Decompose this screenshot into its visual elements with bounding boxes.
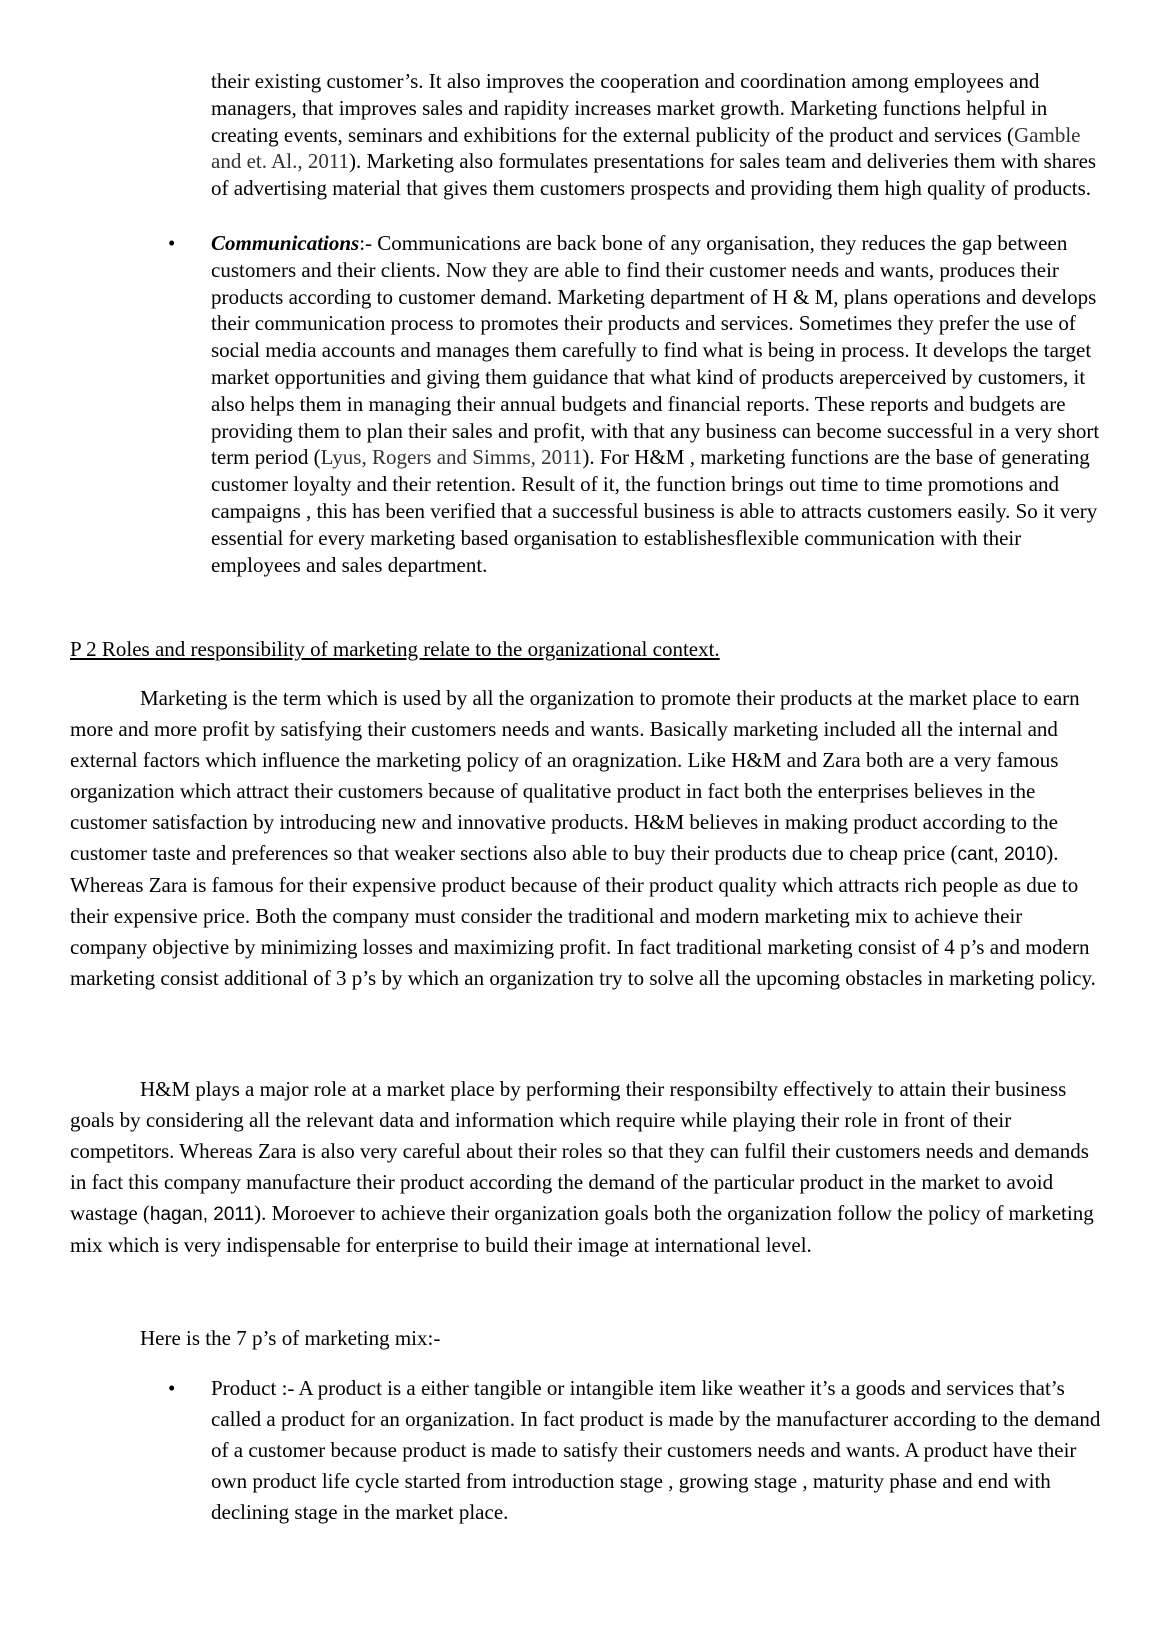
text-segment: H&M plays a major role at a market place by performing their responsibilty effectively to attain their business goals by considering all the relevant data and information which require while playing their role in front of their competitors. Whereas Zara is also very careful about their roles so that they can fulfil their customers needs and demands in fact this company manufacture their product according the demand of the particular product in the market to avoid wastage ( [70,1077,1089,1225]
text-segment: their existing customer’s. It also improves the cooperation and coordination among employees and managers, that improves sales and rapidity increases market growth. Marketing functions helpful in creating events, seminars and exhibitions for the external publicity of the product and services ( [211,69,1048,147]
text-segment: ). Moroever to achieve their organization goals both the organization follow the policy of marketing mix which is very indispensable for enterprise to build their image at international level. [70,1201,1094,1257]
product-paragraph: Product :- A product is a either tangible or intangible item like weather it’s a goods and services that’s called a product for an organization. In fact product is made by the manufacturer according to the demand of a customer because product is made to satisfy their customers needs and wants. A product have their own product life cycle started from introduction stage , growing stage , maturity phase and end with declining stage in the market place. [211,1376,1101,1524]
text-segment: :- Communications are back bone of any organisation, they reduces the gap between customers and their clients. Now they are able to find their customer needs and wants, produces their products according to customer demand. Marketing department of H & M, plans operations and develops their communication process to promotes their products and services. Sometimes they prefer the use of social media accounts and manages them carefully to find what is being in process. It develops the target market opportunities and giving them guidance that what kind of products areperceived by customers, it also helps them in managing their annual budgets and financial reports. These reports and budgets are providing them to plan their sales and profit, with that any business can become successful in a very short term period ( [211,231,1100,470]
body-paragraph-1 [70,683,1104,994]
marketing-mix-intro: Here is the 7 p’s of marketing mix:- [140,1326,441,1350]
bullet-term: Communications [211,231,360,255]
marketing-functions-paragraph [211,68,1101,202]
communications-paragraph [211,230,1101,578]
text-segment: ). For H&M , marketing functions are the base of generating customer loyalty and their retention. Result of it, the function brings out time to time promotions and campaigns , this has been verified that a successful business is able to attracts customers easily. So it very essential for every marketing based organisation to establishesflexible communication with their employees and sales department. [211,445,1098,577]
citation: Gamble and et. Al., 2011 [211,122,1081,174]
text-segment: ). Marketing also formulates presentations for sales team and deliveries them with shares of advertising material that gives them customers prospects and providing them high quality of products. [211,149,1097,201]
citation: cant, 2010 [957,844,1047,865]
citation: Lyus, Rogers and Simms, 2011 [320,445,583,470]
body-paragraph-2 [70,1074,1104,1261]
text-segment: ). Whereas Zara is famous for their expensive product because of their product quality which attracts rich people as due to their expensive price. Both the company must consider the traditional and modern marketing mix to achieve their company objective by minimizing losses and maximizing profit. In fact traditional marketing consist of 4 p’s and modern marketing consist additional of 3 p’s by which an organization try to solve all the upcoming obstacles in marketing policy. [70,841,1096,990]
section-heading: P 2 Roles and responsibility of marketing relate to the organizational context. [70,637,720,661]
citation: hagan, 2011 [149,1204,255,1225]
text-segment: Marketing is the term which is used by all the organization to promote their products at the market place to earn more and more profit by satisfying their customers needs and wants. Basically marketing included all the internal and external factors which influence the marketing policy of an oragnization. Like H&M and Zara both are a very famous organization which attract their customers because of qualitative product in fact both the enterprises believes in the customer satisfaction by introducing new and innovative products. H&M believes in making product according to the customer taste and preferences so that weaker sections also able to buy their products due to cheap price ( [70,686,1080,865]
bullet-icon: • [168,1376,176,1400]
bullet-icon: • [168,231,176,255]
